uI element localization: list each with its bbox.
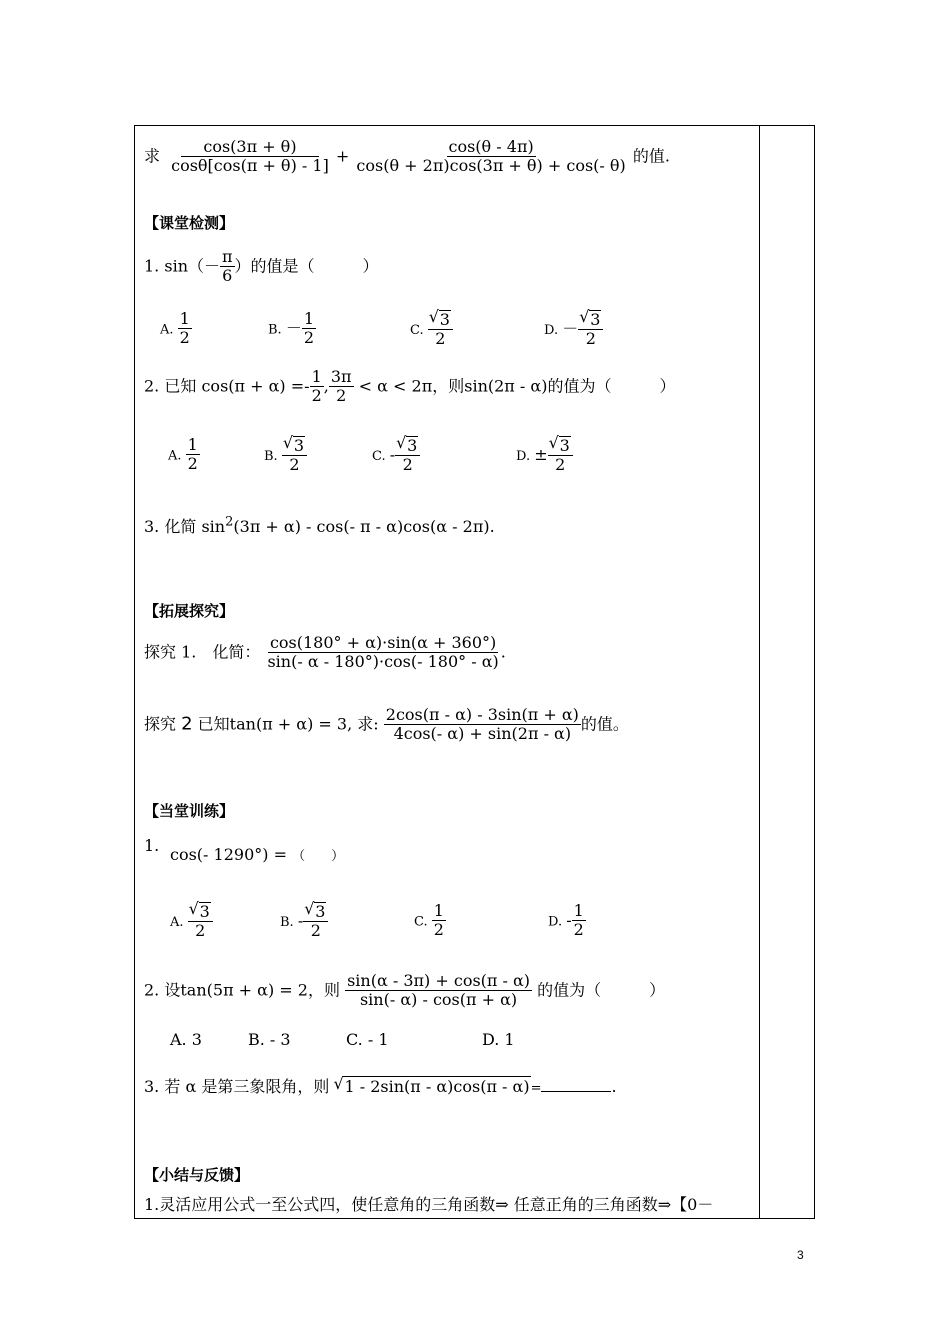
- check-q1-option-2: C. √ $\frac{3}{2}$: [410, 310, 453, 349]
- intro-frac1: $\frac{\cos(3\pi + \theta)}{\cos\theta[\cos(\pi + \theta) - 1]}$: [171, 137, 329, 176]
- check-q1-option-3: D. － √ $\frac{3}{2}$: [544, 310, 603, 349]
- section-summary: 【小结与反馈】: [144, 1166, 250, 1184]
- training-q1: 1.: [144, 836, 160, 855]
- check-q1: 1. sin（－ $\frac{\pi}{6}$ ）的值是（ ）: [144, 247, 379, 286]
- training-q2-option-3: D. 1: [482, 1030, 515, 1049]
- check-q2: 2. 已知 cos(π + α) =- $\frac{1}{2}$ , $\frac{3\pi}{2}$ < α < 2π，则sin(2π - α)的值为（ ）: [144, 367, 676, 406]
- intro-frac2: $\frac{\cos(\theta - 4\pi)}{\cos(\theta + 2\pi)\cos(3\pi + \theta) + \cos(- \theta)}$: [356, 137, 626, 176]
- page-number: 3: [797, 1248, 804, 1262]
- check-q3: 3. 化简 $\sin^2(3\pi + \alpha) - \cos(-$ π - α)cos(α - 2π).: [144, 514, 495, 536]
- training-q2-option-1: B. - 3: [248, 1030, 291, 1049]
- training-q1-option-0: A. √ $\frac{3}{2}$: [170, 902, 213, 941]
- summary-line-1: 1.灵活应用公式一至公式四，使任意角的三角函数⇒ 任意正角的三角函数⇒【0－: [144, 1195, 714, 1214]
- check-q1-option-1: B. － $\frac{1}{2}$: [268, 309, 315, 348]
- check-q2-option-0: A. $\frac{1}{2}$: [168, 435, 198, 474]
- training-q1-option-1: B. - √ $\frac{3}{2}$: [280, 902, 328, 941]
- training-q3: 3. 若 α 是第三象限角，则 √ 1 - 2sin(π - α)cos(π - α)= .: [144, 1074, 617, 1097]
- intro-suffix: 的值.: [632, 146, 670, 166]
- training-q1-expr: cos(- 1290°) = （ ）: [170, 845, 345, 864]
- training-q2-option-2: C. - 1: [346, 1030, 389, 1049]
- section-classroom-check: 【课堂检测】: [144, 214, 235, 232]
- explore-2: 探究 2 已知tan(π + α) = 3, 求: $\frac{2\cos(\pi - \alpha) - 3\sin(\pi + \alpha)}{4\cos(- \alpha) + \sin(2\pi - \alpha)}$ 的值。: [144, 705, 629, 744]
- check-q2-option-1: B. √ $\frac{3}{2}$: [264, 436, 307, 475]
- check-q1-option-0: A. $\frac{1}{2}$: [160, 309, 190, 348]
- answer-blank: [541, 1091, 611, 1092]
- side-column-divider: [759, 125, 760, 1219]
- intro-problem: 求 $\frac{\cos(3\pi + \theta)}{\cos\theta[\cos(\pi + \theta) - 1]}$ + $\frac{\cos(\theta - 4\pi)}{\cos(\theta + 2\pi)\cos(3\pi + \theta) + \cos(- \theta)}$ 的值.: [144, 137, 670, 176]
- section-training: 【当堂训练】: [144, 802, 235, 820]
- explore-1: 探究 1. 化简： $\frac{\cos(180^\circ + \alpha)\cdot\sin(\alpha + 360^\circ)}{\sin(- \alpha - 180^\circ)\cdot\cos(- 180^\circ - \alpha)}$ .: [144, 633, 506, 672]
- check-q2-option-2: C. - √ $\frac{3}{2}$: [372, 436, 420, 475]
- page-frame: [134, 125, 815, 1219]
- training-q1-option-3: D. - $\frac{1}{2}$: [548, 901, 584, 940]
- check-q2-option-3: D. ± √ $\frac{3}{2}$: [516, 436, 573, 475]
- training-q2: 2. 设tan(5π + α) = 2，则 $\frac{\sin(\alpha - 3\pi) + \cos(\pi - \alpha)}{\sin(- \alpha) - \cos(\pi + \alpha)}$ 的值为（ ）: [144, 971, 666, 1010]
- section-extension: 【拓展探究】: [144, 602, 235, 620]
- training-q2-option-0: A. 3: [170, 1030, 202, 1049]
- intro-prefix: 求: [144, 146, 161, 166]
- training-q1-option-2: C. $\frac{1}{2}$: [414, 901, 444, 940]
